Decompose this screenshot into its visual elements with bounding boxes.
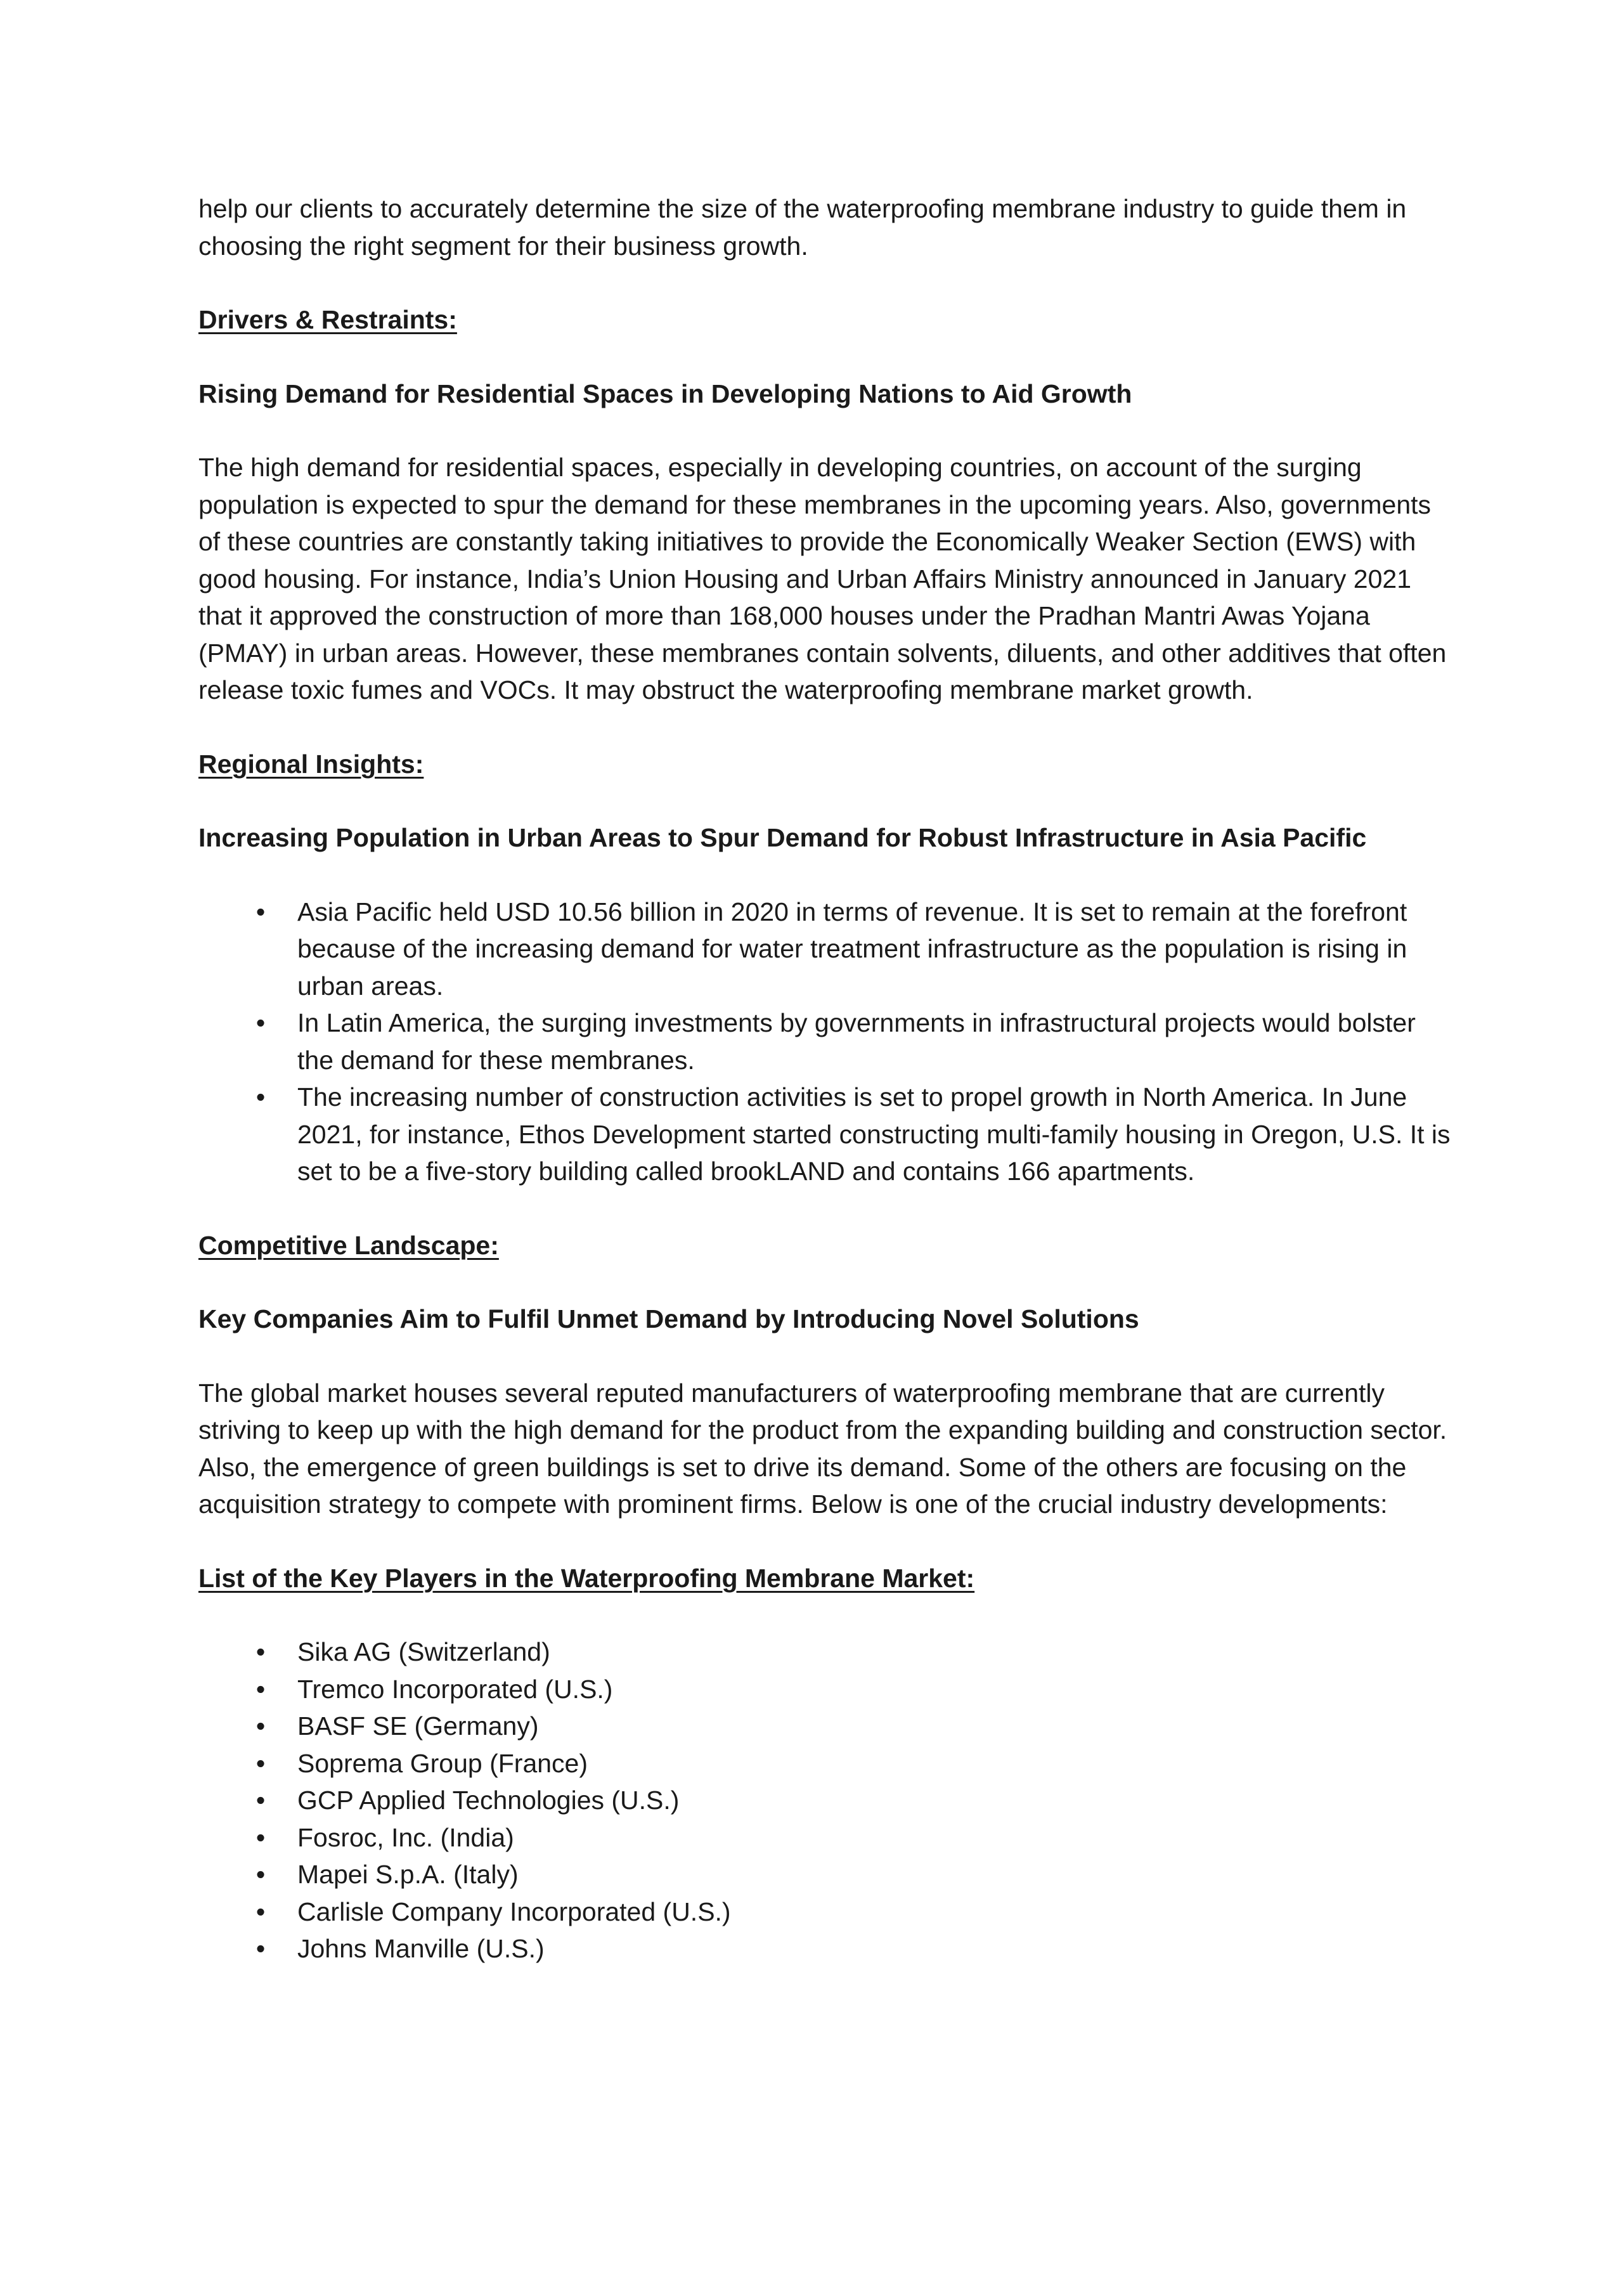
regional-heading: Regional Insights: bbox=[198, 749, 424, 779]
bullet-icon: • bbox=[255, 1711, 266, 1741]
list-item bbox=[198, 1671, 1454, 1708]
list-item bbox=[198, 1930, 1454, 1968]
regional-bullet-list bbox=[198, 893, 1454, 1190]
competitive-heading: Competitive Landscape: bbox=[198, 1230, 499, 1260]
bullet-icon: • bbox=[255, 1748, 266, 1778]
list-item-text: Sika AG (Switzerland) bbox=[297, 1637, 550, 1666]
list-item bbox=[198, 1633, 1454, 1671]
bullet-icon: • bbox=[255, 1008, 266, 1037]
competitive-subheading: Key Companies Aim to Fulfil Unmet Demand by Introducing Novel Solutions bbox=[198, 1304, 1139, 1333]
list-item-text: Soprema Group (France) bbox=[297, 1748, 588, 1778]
list-item bbox=[198, 1856, 1454, 1893]
bullet-icon: • bbox=[255, 1786, 266, 1815]
list-item bbox=[198, 1708, 1454, 1745]
key-players-heading: List of the Key Players in the Waterproofing Membrane Market: bbox=[198, 1563, 975, 1593]
drivers-subheading: Rising Demand for Residential Spaces in Developing Nations to Aid Growth bbox=[198, 379, 1132, 408]
list-item bbox=[198, 1004, 1454, 1079]
list-item-text: BASF SE (Germany) bbox=[297, 1711, 539, 1741]
list-item bbox=[198, 1079, 1454, 1190]
bullet-icon: • bbox=[255, 1082, 266, 1112]
list-item bbox=[198, 1819, 1454, 1857]
list-item-text: Tremco Incorporated (U.S.) bbox=[297, 1674, 613, 1704]
list-item bbox=[198, 1745, 1454, 1782]
drivers-paragraph: The high demand for residential spaces, especially in developing countries, on account of the surging population is expected to spur the demand for these membranes in the upcoming years. Also, governments of these countries are constantly taking initiatives to provide the Economically Weaker Section (EWS) with good housing. For instance, India’s Union Housing and Urban Affairs Ministry announced in January 2021 that it approved the construction of more than 168,000 houses under the Pradhan Mantri Awas Yojana (PMAY) in urban areas. However, these membranes contain solvents, diluents, and other additives that often release toxic fumes and VOCs. It may obstruct the waterproofing membrane market growth. bbox=[198, 453, 1447, 704]
list-item bbox=[198, 1893, 1454, 1931]
competitive-paragraph: The global market houses several reputed manufacturers of waterproofing membrane that are currently striving to keep up with the high demand for the product from the expanding building and construction sector. Also, the emergence of green buildings is set to drive its demand. Some of the others are focusing on the acquisition strategy to compete with prominent firms. Below is one of the crucial industry developments: bbox=[198, 1378, 1447, 1519]
drivers-heading: Drivers & Restraints: bbox=[198, 305, 457, 334]
bullet-icon: • bbox=[255, 1637, 266, 1666]
list-item-text: Asia Pacific held USD 10.56 billion in 2020 in terms of revenue. It is set to remain at the forefront because of the increasing demand for water treatment infrastructure as the population is rising in urban areas. bbox=[297, 897, 1407, 1001]
regional-subheading: Increasing Population in Urban Areas to Spur Demand for Robust Infrastructure in Asia Pacific bbox=[198, 823, 1367, 852]
bullet-icon: • bbox=[255, 1674, 266, 1704]
bullet-icon: • bbox=[255, 1897, 266, 1926]
list-item-text: GCP Applied Technologies (U.S.) bbox=[297, 1786, 680, 1815]
list-item-text: Carlisle Company Incorporated (U.S.) bbox=[297, 1897, 731, 1926]
list-item-text: Mapei S.p.A. (Italy) bbox=[297, 1860, 519, 1889]
list-item-text: Johns Manville (U.S.) bbox=[297, 1934, 545, 1963]
bullet-icon: • bbox=[255, 1822, 266, 1852]
list-item-text: In Latin America, the surging investments by governments in infrastructural projects would bolster the demand for these membranes. bbox=[297, 1008, 1416, 1075]
list-item-text: Fosroc, Inc. (India) bbox=[297, 1822, 514, 1852]
bullet-icon: • bbox=[255, 1934, 266, 1963]
list-item-text: The increasing number of construction activities is set to propel growth in North America. In June 2021, for instance, Ethos Development started constructing multi-family housing in Oregon, U.S. It is set to be a five-story building called brookLAND and contains 166 apartments. bbox=[297, 1082, 1451, 1186]
bullet-icon: • bbox=[255, 1860, 266, 1889]
intro-paragraph: help our clients to accurately determine the size of the waterproofing membrane industry to guide them in choosing the right segment for their business growth. bbox=[198, 194, 1407, 261]
list-item bbox=[198, 1782, 1454, 1819]
key-players-list bbox=[198, 1633, 1454, 1968]
document-page bbox=[198, 190, 1454, 2004]
bullet-icon: • bbox=[255, 897, 266, 926]
list-item bbox=[198, 893, 1454, 1005]
